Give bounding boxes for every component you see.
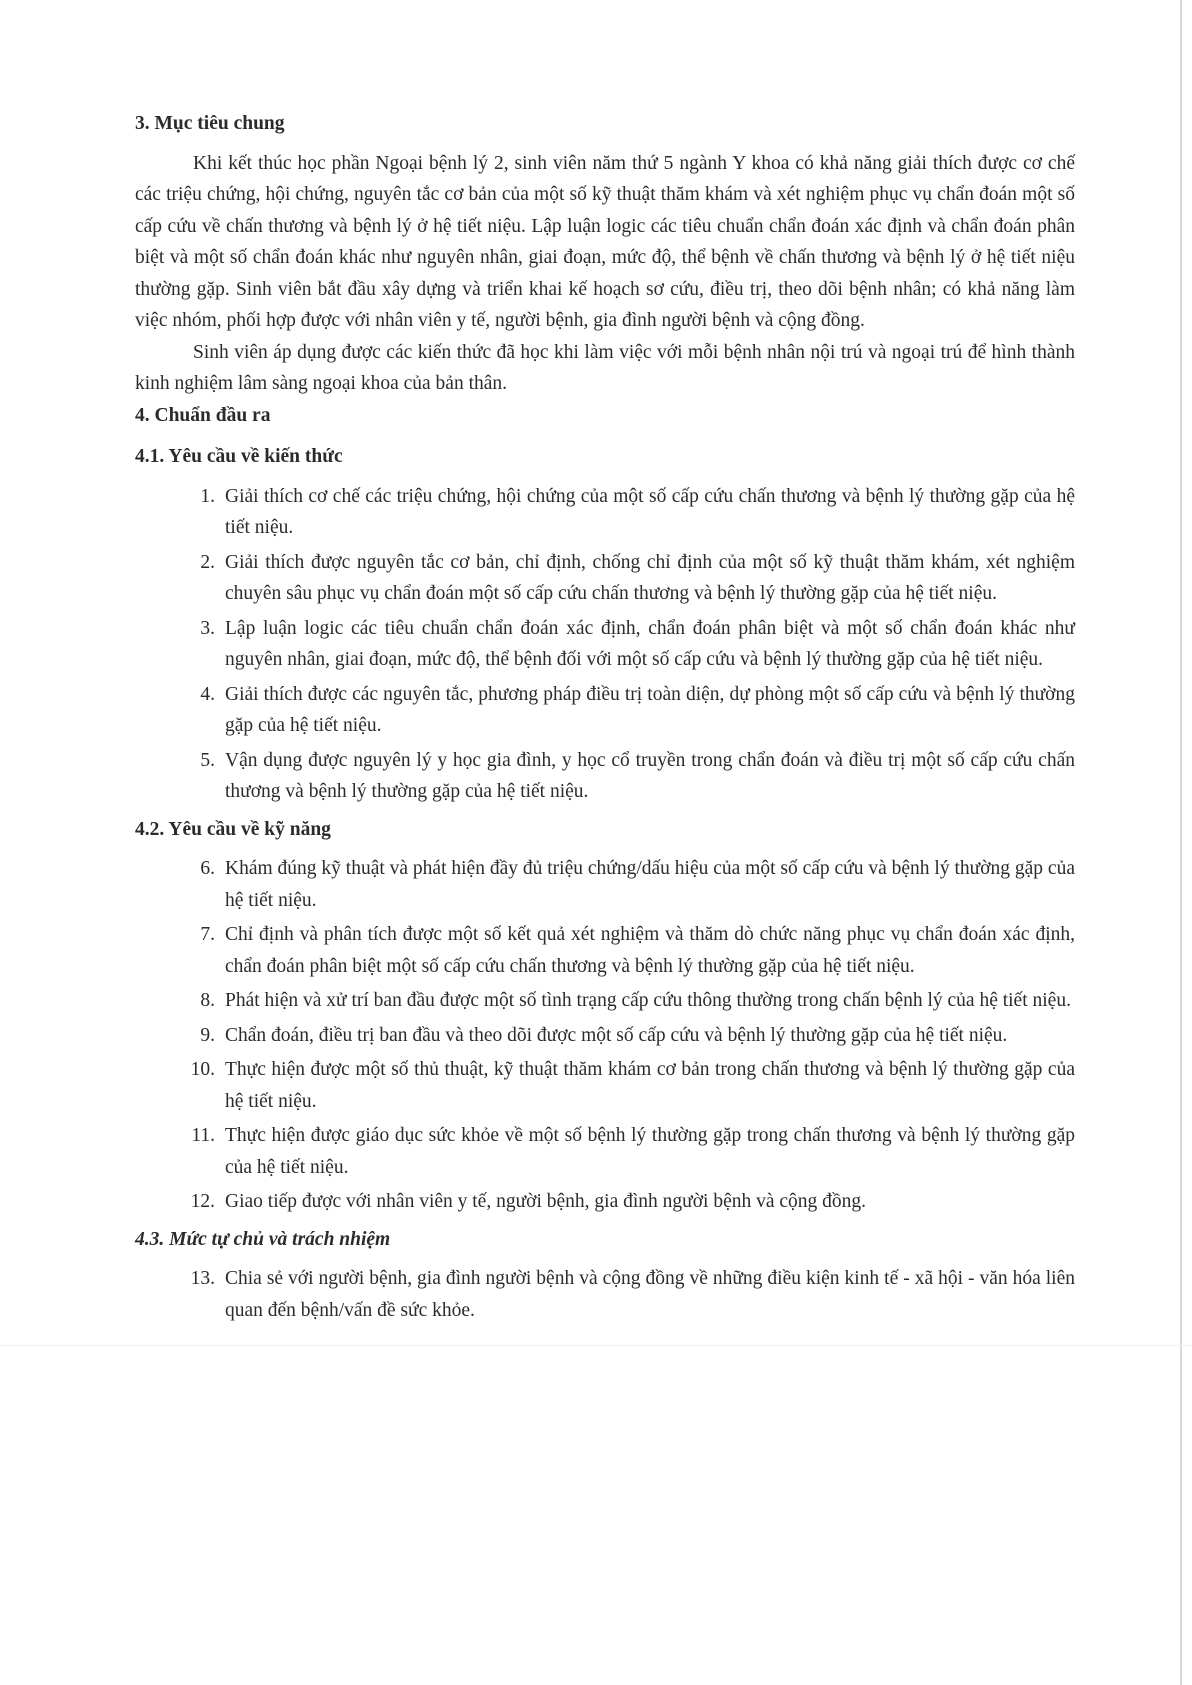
outcome-item: [175, 985, 1075, 1017]
outcome-number: 3.: [200, 617, 215, 639]
page-content: [135, 108, 1075, 1329]
section-heading-learning-outcomes: 4. Chuẩn đầu ra: [135, 404, 271, 426]
outcome-text: Chia sẻ với người bệnh, gia đình người bệnh và cộng đồng về những điều kiện kinh tế - xã hội - văn hóa liên quan đến bệnh/vấn đề sức khỏe.: [225, 1268, 1075, 1321]
outcome-item: [175, 613, 1075, 676]
outcome-item: [175, 1120, 1075, 1183]
general-objective-paragraph-2: Sinh viên áp dụng được các kiến thức đã học khi làm việc với mỗi bệnh nhân nội trú và ngoại trú để hình thành kinh nghiệm lâm sàng ngoại khoa của bản thân.: [135, 341, 1075, 394]
outcome-item: [175, 1020, 1075, 1052]
section-heading-general-objective: 3. Mục tiêu chung: [135, 113, 285, 134]
outcome-text: Chẩn đoán, điều trị ban đầu và theo dõi được một số cấp cứu và bệnh lý thường gặp của hệ tiết niệu.: [225, 1024, 1008, 1046]
outcome-text: Giải thích cơ chế các triệu chứng, hội chứng của một số cấp cứu chấn thương và bệnh lý thường gặp của hệ tiết niệu.: [225, 485, 1075, 538]
outcome-item: [175, 481, 1075, 544]
outcome-number: 2.: [200, 551, 215, 573]
outcome-item: [175, 1263, 1075, 1326]
outcome-text: Giao tiếp được với nhân viên y tế, người bệnh, gia đình người bệnh và cộng đồng.: [225, 1191, 867, 1212]
outcome-text: Thực hiện được giáo dục sức khỏe về một số bệnh lý thường gặp trong chấn thương và bệnh lý thường gặp của hệ tiết niệu.: [225, 1125, 1075, 1178]
outcome-number: 6.: [200, 858, 215, 879]
knowledge-outcome-list: [175, 481, 1075, 808]
outcome-number: 8.: [200, 990, 215, 1011]
outcome-text: Vận dụng được nguyên lý y học gia đình, y học cổ truyền trong chẩn đoán và điều trị một số cấp cứu chấn thương và bệnh lý thường gặp của hệ tiết niệu.: [225, 749, 1075, 802]
outcome-number: 1.: [200, 485, 215, 507]
subsection-heading-knowledge: 4.1. Yêu cầu về kiến thức: [135, 446, 343, 467]
outcome-number: 5.: [200, 749, 215, 771]
outcome-number: 11.: [191, 1125, 215, 1146]
outcome-text: Khám đúng kỹ thuật và phát hiện đầy đủ triệu chứng/dấu hiệu của một số cấp cứu và bệnh lý thường gặp của hệ tiết niệu.: [225, 858, 1075, 911]
outcome-text: Lập luận logic các tiêu chuẩn chẩn đoán xác định, chẩn đoán phân biệt và một số chẩn đoán khác như nguyên nhân, giai đoạn, mức độ, thể bệnh đối với một số cấp cứu và bệnh lý thường gặp của hệ tiết niệu.: [225, 617, 1075, 670]
outcome-number: 12.: [190, 1191, 215, 1212]
autonomy-outcome-list: [175, 1263, 1075, 1326]
scan-edge-line: [1180, 0, 1182, 1685]
outcome-item: [175, 745, 1075, 808]
outcome-number: 13.: [190, 1268, 215, 1289]
outcome-item: [175, 853, 1075, 916]
outcome-number: 10.: [190, 1059, 215, 1080]
outcome-text: Giải thích được nguyên tắc cơ bản, chỉ định, chống chỉ định của một số kỹ thuật thăm khám, xét nghiệm chuyên sâu phục vụ chẩn đoán một số cấp cứu chấn thương và bệnh lý thường gặp của hệ tiết niệu.: [225, 551, 1075, 604]
outcome-number: 9.: [200, 1024, 215, 1046]
subsection-heading-autonomy: 4.3. Mức tự chủ và trách nhiệm: [135, 1228, 391, 1250]
subsection-heading-skills: 4.2. Yêu cầu về kỹ năng: [135, 818, 331, 840]
scan-fold-line: [0, 1345, 1192, 1346]
outcome-text: Chỉ định và phân tích được một số kết quả xét nghiệm và thăm dò chức năng phục vụ chẩn đoán xác định, chẩn đoán phân biệt một số cấp cứu chấn thương và bệnh lý thường gặp của hệ tiết niệu.: [225, 924, 1075, 977]
outcome-item: [175, 1186, 1075, 1218]
skills-outcome-list: [175, 853, 1075, 1218]
outcome-item: [175, 1054, 1075, 1117]
outcome-text: Giải thích được các nguyên tắc, phương pháp điều trị toàn diện, dự phòng một số cấp cứu và bệnh lý thường gặp của hệ tiết niệu.: [225, 683, 1075, 736]
general-objective-paragraph-1: Khi kết thúc học phần Ngoại bệnh lý 2, sinh viên năm thứ 5 ngành Y khoa có khả năng giải thích được cơ chế các triệu chứng, hội chứng, nguyên tắc cơ bản của một số kỹ thuật thăm khám và xét nghiệm phục vụ chẩn đoán một số cấp cứu về chấn thương và bệnh lý ở hệ tiết niệu. Lập luận logic các tiêu chuẩn chẩn đoán xác định và chẩn đoán phân biệt và một số chẩn đoán khác như nguyên nhân, giai đoạn, mức độ, thể bệnh về chấn thương và bệnh lý ở hệ tiết niệu thường gặp. Sinh viên bắt đầu xây dựng và triển khai kế hoạch sơ cứu, điều trị, theo dõi bệnh nhân; có khả năng làm việc nhóm, phối hợp được với nhân viên y tế, người bệnh, gia đình người bệnh và cộng đồng.: [135, 152, 1075, 331]
outcome-text: Phát hiện và xử trí ban đầu được một số tình trạng cấp cứu thông thường trong chấn bệnh lý của hệ tiết niệu.: [225, 990, 1071, 1011]
outcome-number: 7.: [200, 924, 215, 945]
outcome-item: [175, 919, 1075, 982]
outcome-number: 4.: [200, 683, 215, 705]
outcome-item: [175, 679, 1075, 742]
outcome-item: [175, 547, 1075, 610]
outcome-text: Thực hiện được một số thủ thuật, kỹ thuật thăm khám cơ bản trong chấn thương và bệnh lý thường gặp của hệ tiết niệu.: [225, 1059, 1075, 1112]
